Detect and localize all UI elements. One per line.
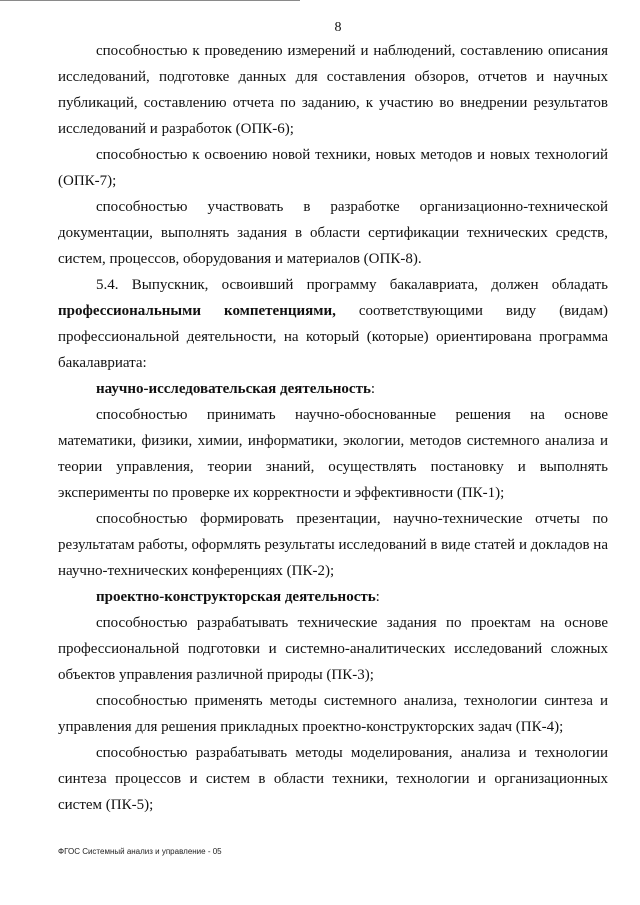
- document-body: [58, 38, 608, 818]
- section-heading-research-colon: :: [370, 381, 376, 397]
- page-number: 8: [334, 20, 342, 35]
- paragraph-opk-8: способностью участвовать в разработке организационно-технической документации, выполнять задания в области сертификации технических средств, систем, процессов, оборудования и материалов (ОПК-8).: [58, 199, 608, 267]
- paragraph-5-4: [58, 272, 608, 376]
- paragraph-5-4-start: 5.4. Выпускник, освоивший программу бакалавриата, должен обладать: [96, 277, 608, 293]
- paragraph-pk-5: способностью разрабатывать методы моделирования, анализа и технологии синтеза процессов и систем в области техники, технологии и организационных систем (ПК-5);: [58, 745, 608, 813]
- section-heading-research: [58, 376, 608, 402]
- paragraph-opk-6: способностью к проведению измерений и наблюдений, составлению описания исследований, подготовке данных для составления обзоров, отчетов и научных публикаций, составлению отчета по заданию, к участию во внедрении результатов исследований и разработок (ОПК-6);: [58, 43, 608, 137]
- paragraph-opk-7: способностью к освоению новой техники, новых методов и новых технологий (ОПК-7);: [58, 147, 608, 189]
- paragraph-5-4-end: соответствующими виду (видам) профессиональной деятельности, на который (которые) ориентирована программа бакалавриата:: [58, 303, 608, 371]
- paragraph-pk-2: способностью формировать презентации, научно-технические отчеты по результатам работы, оформлять результаты исследований в виде статей и докладов на научно-технических конференциях (ПК-2);: [58, 511, 608, 579]
- section-heading-design-colon: :: [375, 589, 380, 605]
- paragraph-5-4-bold: профессиональными компетенциями,: [58, 303, 336, 319]
- section-heading-design-text: проектно-конструкторская деятельность: [96, 589, 376, 605]
- paragraph-pk-4: способностью применять методы системного анализа, технологии синтеза и управления для решения прикладных проектно-конструкторских задач (ПК-4);: [58, 693, 608, 735]
- paragraph-pk-3: способностью разрабатывать технические задания по проектам на основе профессиональной подготовки и системно-аналитических исследований сложных объектов управления различной природы (ПК-3);: [58, 615, 608, 683]
- top-rule: [0, 0, 300, 1]
- section-heading-design: [58, 584, 608, 610]
- section-heading-research-text: научно-исследовательская деятельность: [96, 381, 371, 397]
- paragraph-pk-1: способностью принимать научно-обоснованные решения на основе математики, физики, химии, информатики, экологии, методов системного анализа и теории управления, теории знаний, осуществлять постановку и выполнять эксперименты по проверке их корректности и эффективности (ПК-1);: [58, 407, 608, 501]
- page-footer: ФГОС Системный анализ и управление - 05: [58, 847, 222, 856]
